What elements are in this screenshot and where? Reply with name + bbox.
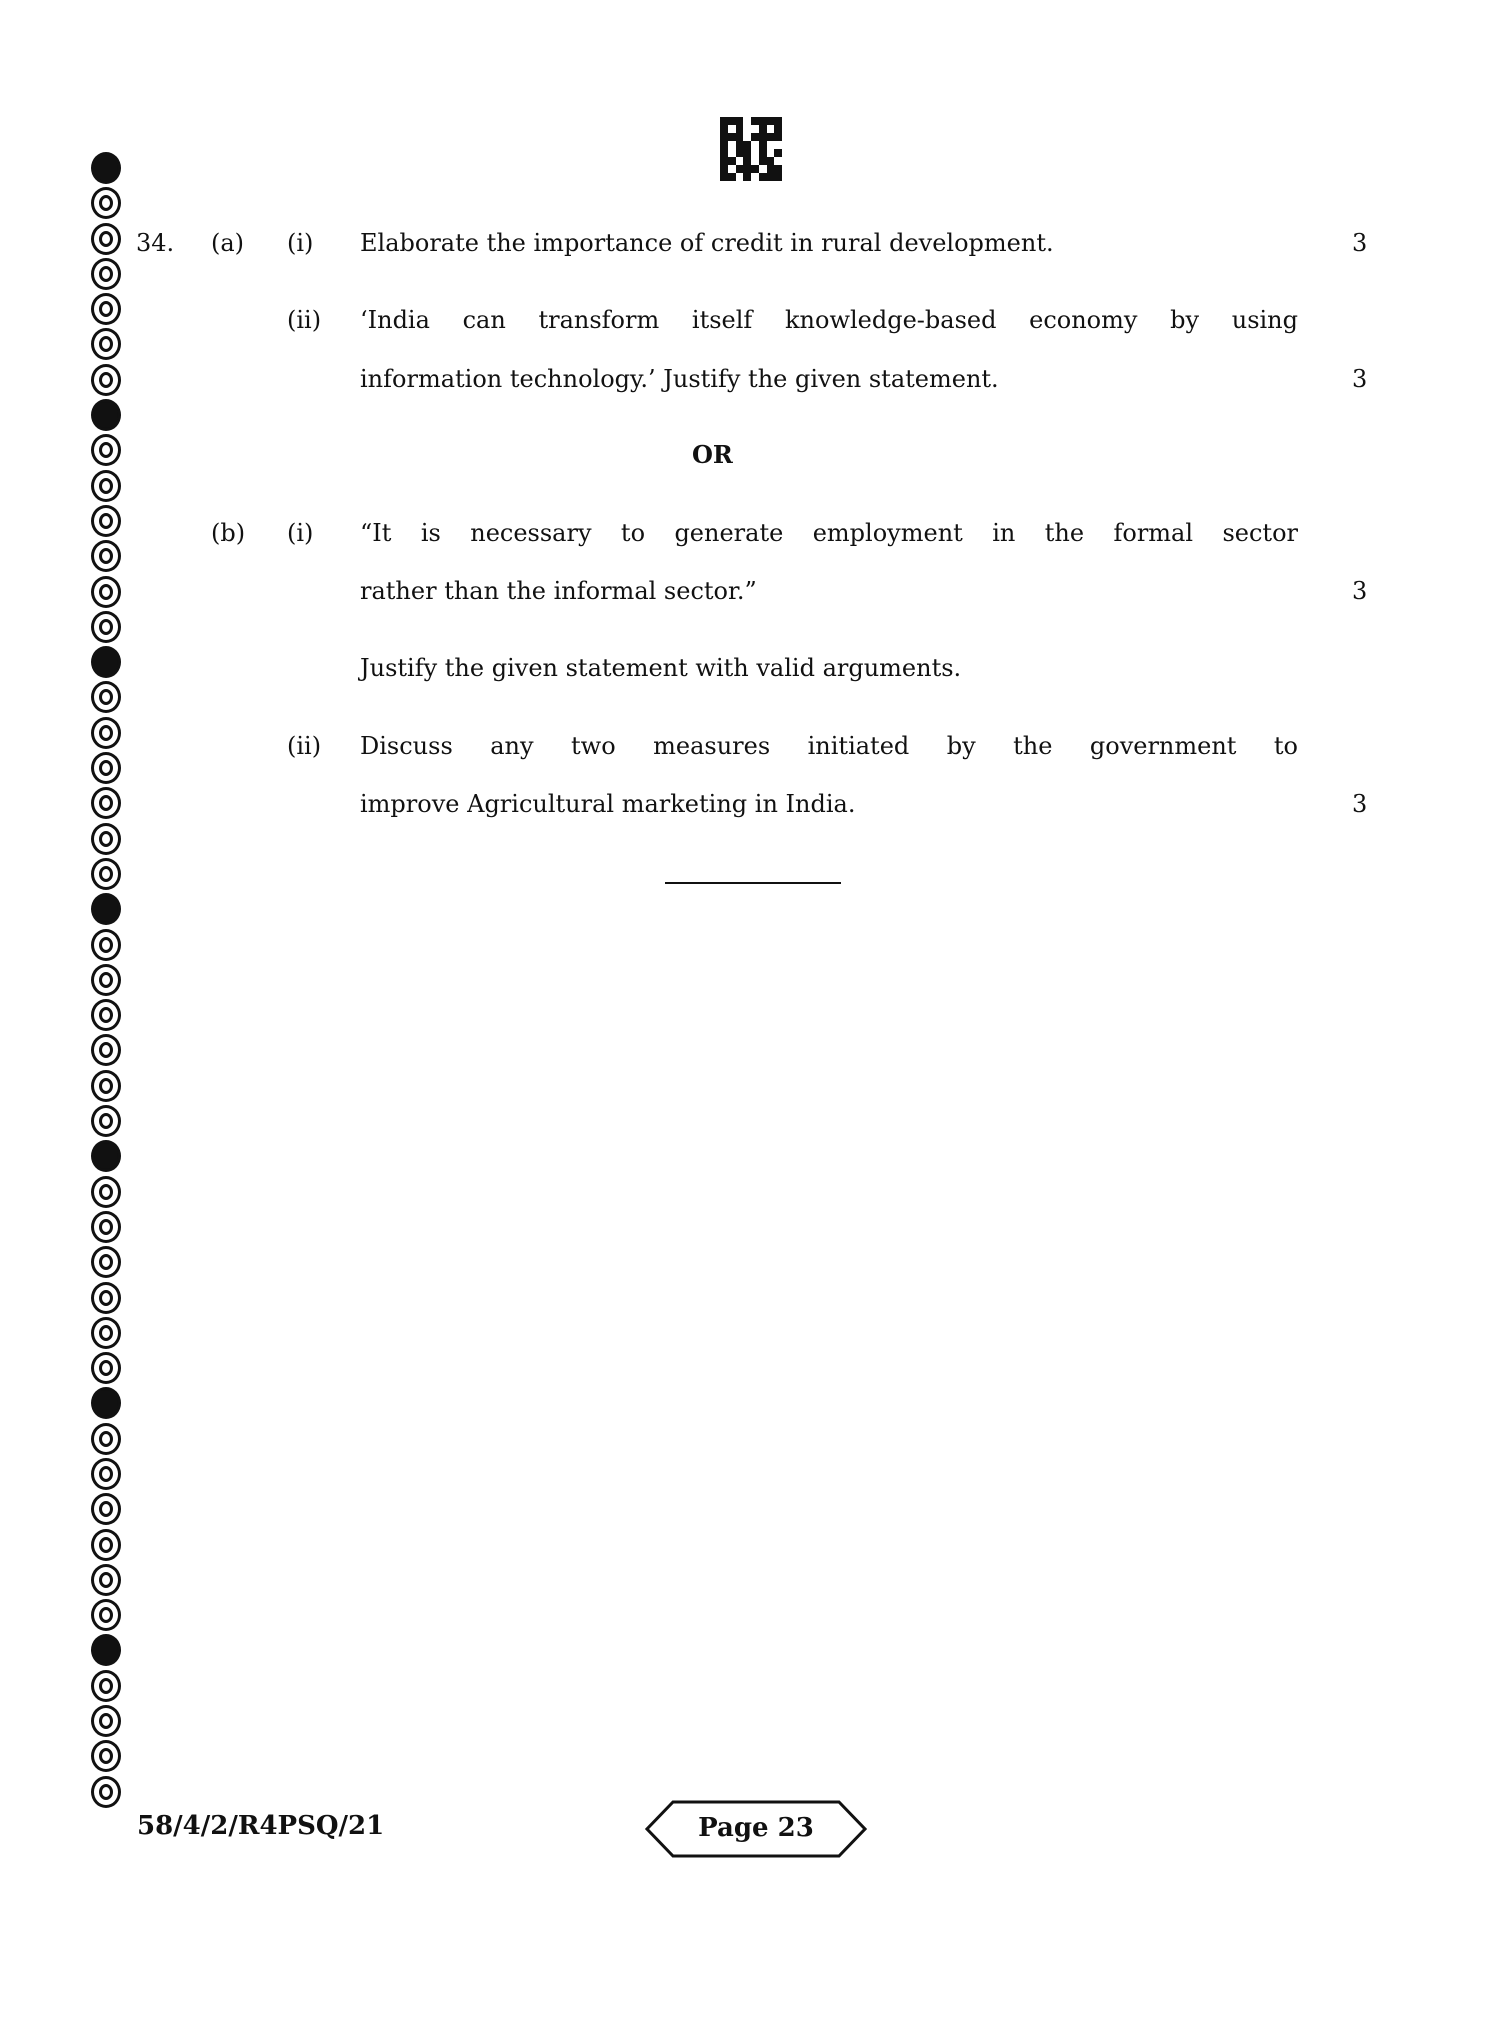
paper-code: 58/4/2/R4PSQ/21 (137, 1811, 385, 1841)
qr-module (767, 165, 775, 173)
part-a-label: (a) (211, 229, 245, 257)
qr-module (728, 125, 736, 133)
qr-module (743, 125, 751, 133)
qr-module (736, 117, 744, 125)
margin-ring-icon (91, 611, 121, 643)
margin-ring-icon (91, 434, 121, 466)
margin-ring-icon (91, 1140, 121, 1172)
margin-ring-border (88, 152, 124, 1811)
qr-module (728, 117, 736, 125)
margin-ring-icon (91, 1458, 121, 1490)
question-number: 34. (136, 229, 175, 257)
question-text: information technology.’ Justify the given statement. (360, 365, 999, 393)
qr-module (759, 173, 767, 181)
margin-ring-icon (91, 999, 121, 1031)
margin-ring-icon (91, 1282, 121, 1314)
margin-ring-icon (91, 1705, 121, 1737)
margin-ring-icon (91, 1776, 121, 1808)
qr-module (751, 173, 759, 181)
qr-module (751, 133, 759, 141)
margin-ring-icon (91, 1176, 121, 1208)
qr-module (720, 173, 728, 181)
qr-module (751, 125, 759, 133)
marks: 3 (1352, 229, 1368, 257)
qr-module (759, 141, 767, 149)
qr-module (759, 117, 767, 125)
question-text: improve Agricultural marketing in India. (360, 790, 856, 818)
margin-ring-icon (91, 1211, 121, 1243)
qr-module (774, 149, 782, 157)
margin-ring-icon (91, 752, 121, 784)
qr-module (751, 165, 759, 173)
question-text: rather than the informal sector.” (360, 577, 757, 605)
margin-ring-icon (91, 1070, 121, 1102)
qr-module (728, 149, 736, 157)
margin-ring-icon (91, 1352, 121, 1384)
question-text: ‘India can transform itself knowledge-based economy by using (360, 306, 1298, 334)
marks: 3 (1352, 577, 1368, 605)
margin-ring-icon (91, 929, 121, 961)
margin-ring-icon (91, 1634, 121, 1666)
qr-module (774, 141, 782, 149)
margin-ring-icon (91, 717, 121, 749)
qr-module (767, 125, 775, 133)
qr-module (720, 141, 728, 149)
qr-module (759, 133, 767, 141)
qr-module (720, 149, 728, 157)
page-number: Page 23 (698, 1813, 814, 1843)
or-separator: OR (692, 440, 733, 469)
margin-ring-icon (91, 964, 121, 996)
margin-ring-icon (91, 328, 121, 360)
end-rule (665, 882, 841, 884)
qr-module (767, 157, 775, 165)
qr-module (720, 117, 728, 125)
qr-module (743, 157, 751, 165)
margin-ring-icon (91, 470, 121, 502)
item-label: (i) (287, 229, 314, 257)
qr-module (774, 133, 782, 141)
margin-ring-icon (91, 1740, 121, 1772)
margin-ring-icon (91, 293, 121, 325)
margin-ring-icon (91, 893, 121, 925)
margin-ring-icon (91, 1034, 121, 1066)
qr-module (736, 173, 744, 181)
margin-ring-icon (91, 1387, 121, 1419)
margin-ring-icon (91, 646, 121, 678)
qr-module (751, 141, 759, 149)
question-text: Justify the given statement with valid arguments. (360, 654, 962, 682)
margin-ring-icon (91, 223, 121, 255)
item-label: (ii) (287, 306, 322, 334)
qr-module (774, 125, 782, 133)
qr-module (743, 117, 751, 125)
margin-ring-icon (91, 1105, 121, 1137)
page-number-badge (645, 1800, 867, 1858)
question-text: Discuss any two measures initiated by the government to (360, 732, 1298, 760)
margin-ring-icon (91, 1493, 121, 1525)
margin-ring-icon (91, 576, 121, 608)
qr-module (736, 141, 744, 149)
qr-module (728, 165, 736, 173)
margin-ring-icon (91, 1423, 121, 1455)
qr-code (720, 117, 782, 181)
margin-ring-icon (91, 187, 121, 219)
qr-module (736, 165, 744, 173)
margin-ring-icon (91, 1246, 121, 1278)
question-text: Elaborate the importance of credit in rural development. (360, 229, 1054, 257)
qr-module (767, 149, 775, 157)
item-label: (ii) (287, 732, 322, 760)
margin-ring-icon (91, 1670, 121, 1702)
qr-module (728, 173, 736, 181)
margin-ring-icon (91, 1317, 121, 1349)
qr-module (743, 141, 751, 149)
margin-ring-icon (91, 787, 121, 819)
qr-module (774, 165, 782, 173)
qr-module (774, 157, 782, 165)
qr-module (720, 165, 728, 173)
qr-module (759, 125, 767, 133)
margin-ring-icon (91, 152, 121, 184)
margin-ring-icon (91, 858, 121, 890)
margin-ring-icon (91, 505, 121, 537)
qr-module (736, 149, 744, 157)
qr-module (767, 117, 775, 125)
question-text: “It is necessary to generate employment in the formal sector (360, 519, 1298, 547)
qr-module (720, 125, 728, 133)
qr-module (728, 133, 736, 141)
margin-ring-icon (91, 1564, 121, 1596)
qr-module (743, 173, 751, 181)
qr-module (767, 133, 775, 141)
qr-module (736, 133, 744, 141)
qr-module (736, 125, 744, 133)
qr-module (767, 141, 775, 149)
qr-module (736, 157, 744, 165)
qr-module (743, 133, 751, 141)
item-label: (i) (287, 519, 314, 547)
qr-module (728, 141, 736, 149)
qr-module (759, 157, 767, 165)
margin-ring-icon (91, 1529, 121, 1561)
qr-module (751, 157, 759, 165)
margin-ring-icon (91, 823, 121, 855)
margin-ring-icon (91, 258, 121, 290)
qr-module (751, 117, 759, 125)
qr-module (751, 149, 759, 157)
qr-module (774, 173, 782, 181)
margin-ring-icon (91, 540, 121, 572)
qr-module (728, 157, 736, 165)
qr-module (774, 117, 782, 125)
marks: 3 (1352, 365, 1368, 393)
qr-module (767, 173, 775, 181)
part-b-label: (b) (211, 519, 246, 547)
margin-ring-icon (91, 364, 121, 396)
qr-module (759, 165, 767, 173)
margin-ring-icon (91, 1599, 121, 1631)
qr-module (720, 133, 728, 141)
qr-module (720, 157, 728, 165)
marks: 3 (1352, 790, 1368, 818)
margin-ring-icon (91, 399, 121, 431)
qr-module (743, 165, 751, 173)
qr-module (759, 149, 767, 157)
margin-ring-icon (91, 681, 121, 713)
qr-module (743, 149, 751, 157)
